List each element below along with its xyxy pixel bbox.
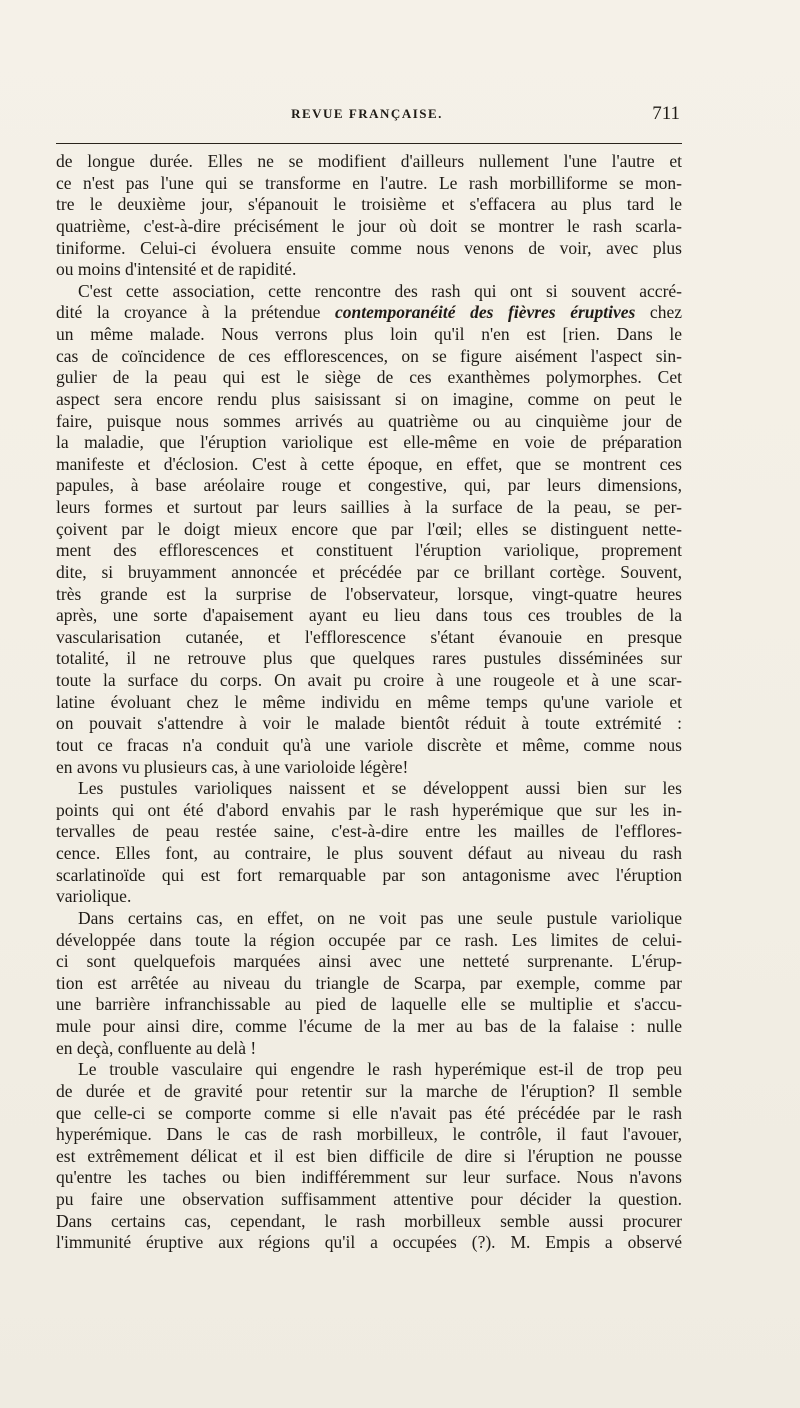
text-line: quatrième, c'est-à-dire précisément le jour où doit se montrer le rash scarla- xyxy=(56,215,682,236)
text-line: on pouvait s'attendre à voir le malade bientôt réduit à toute extrémité : xyxy=(56,713,682,734)
text-line: Dans certains cas, cependant, le rash morbilleux semble aussi procurer xyxy=(56,1210,682,1231)
text-line: la maladie, que l'éruption variolique est elle-même en voie de préparation xyxy=(56,432,682,453)
text-line: leurs formes et surtout par leurs saillies à la surface de la peau, se per- xyxy=(56,497,682,517)
text-line: une barrière infranchissable au pied de laquelle elle se multiplie et s'accu- xyxy=(56,994,682,1015)
text-line: tion est arrêtée au niveau du triangle de Scarpa, par exemple, comme par xyxy=(56,972,682,993)
text-line: faire, puisque nous sommes arrivés au quatrième ou au cinquième jour de xyxy=(56,410,682,431)
text-line: de durée et de gravité pour retentir sur la marche de l'éruption? Il semble xyxy=(56,1080,682,1101)
text-line: Les pustules varioliques naissent et se développent aussi bien sur les xyxy=(78,778,682,799)
running-head xyxy=(54,103,680,130)
text-line: toute la surface du corps. On avait pu croire à une rougeole et à une scar- xyxy=(56,670,682,690)
paragraph xyxy=(56,778,682,908)
text-line: scarlatinoïde qui est fort remarquable par son antagonisme avec l'éruption xyxy=(56,864,682,885)
paragraph xyxy=(56,1059,682,1254)
text-line: tiniforme. Celui-ci évoluera ensuite comme nous venons de voir, avec plus xyxy=(56,237,682,258)
text-line: manifeste et d'éclosion. C'est à cette époque, en effet, que se montrent ces xyxy=(56,453,682,474)
text-line: ou moins d'intensité et de rapidité. xyxy=(56,259,297,280)
text-line: en avons vu plusieurs cas, à une varioloide légère! xyxy=(56,756,409,777)
page-number: 711 xyxy=(652,103,680,124)
text-line: vascularisation cutanée, et l'efflorescence s'étant évanouie en presque xyxy=(56,626,682,647)
text-line: cence. Elles font, au contraire, le plus souvent défaut au niveau du rash xyxy=(56,843,682,863)
text-line: gulier de la peau qui est le siège de ces exanthèmes polymorphes. Cet xyxy=(56,367,682,388)
paragraph xyxy=(56,281,682,778)
text-segment: chez xyxy=(635,302,682,323)
text-line: variolique. xyxy=(56,886,132,907)
text-segment: dité la croyance à la prétendue xyxy=(56,302,335,323)
text-line: développée dans toute la région occupée par ce rash. Les limites de celui- xyxy=(56,929,682,950)
text-line: points qui ont été d'abord envahis par le rash hyperémique que sur les in- xyxy=(56,799,682,820)
text-line-with-italic xyxy=(56,302,682,324)
text-line: çoivent par le doigt mieux encore que par l'œil; elles se distinguent nette- xyxy=(56,518,682,539)
text-line: tout ce fracas n'a conduit qu'à une variole discrète et même, comme nous xyxy=(56,734,682,755)
text-line: l'immunité éruptive aux régions qu'il a occupées (?). M. Empis a observé xyxy=(56,1232,682,1253)
text-line: hyperémique. Dans le cas de rash morbilleux, le contrôle, il faut l'avouer, xyxy=(56,1124,682,1145)
italic-phrase: contemporanéité des fièvres éruptives xyxy=(334,302,636,323)
text-line: très grande est la surprise de l'observateur, lorsque, vingt-quatre heures xyxy=(56,583,682,604)
text-line: tervalles de peau restée saine, c'est-à-dire entre les mailles de l'efflores- xyxy=(56,821,682,842)
paragraph xyxy=(56,151,682,281)
text-line: que celle-ci se comporte comme si elle n'avait pas été précédée par le rash xyxy=(56,1102,682,1123)
body-text xyxy=(56,151,682,1254)
text-line: ment des efflorescences et constituent l'éruption variolique, proprement xyxy=(56,540,682,561)
text-line: mule pour ainsi dire, comme l'écume de la mer au bas de la falaise : nulle xyxy=(56,1016,682,1036)
text-line: après, une sorte d'apaisement ayant eu lieu dans tous ces troubles de la xyxy=(56,605,682,626)
text-line: C'est cette association, cette rencontre des rash qui ont si souvent accré- xyxy=(78,280,682,301)
text-line: est extrêmement délicat et il est bien difficile de dire si l'éruption ne pousse xyxy=(56,1145,682,1166)
text-line: qu'entre les taches ou bien indifféremment sur leur surface. Nous n'avons xyxy=(56,1167,682,1188)
text-line: aspect sera encore rendu plus saisissant si on imagine, comme on peut le xyxy=(56,388,682,409)
text-line: de longue durée. Elles ne se modifient d'ailleurs nullement l'une l'autre et xyxy=(56,151,682,171)
text-line: cas de coïncidence de ces efflorescences, on se figure aisément l'aspect sin- xyxy=(56,345,682,366)
text-line: pu faire une observation suffisamment attentive pour décider la question. xyxy=(56,1189,682,1209)
header-rule xyxy=(56,143,682,144)
text-line: en deçà, confluente au delà ! xyxy=(56,1037,257,1058)
paragraph xyxy=(56,908,682,1059)
text-line: latine évoluant chez le même individu en même temps qu'une variole et xyxy=(56,691,682,712)
text-line: totalité, il ne retrouve plus que quelques rares pustules disséminées sur xyxy=(56,648,682,669)
text-line: Dans certains cas, en effet, on ne voit pas une seule pustule variolique xyxy=(78,907,682,928)
text-line: un même malade. Nous verrons plus loin qu'il n'en est [rien. Dans le xyxy=(56,324,682,344)
text-line: papules, à base aréolaire rouge et congestive, qui, par leurs dimensions, xyxy=(56,475,682,496)
text-line: Le trouble vasculaire qui engendre le rash hyperémique est-il de trop peu xyxy=(78,1059,682,1080)
text-line: ci sont quelquefois marquées ainsi avec une netteté surprenante. L'érup- xyxy=(56,951,682,972)
text-line: dite, si bruyamment annoncée et précédée par ce brillant cortège. Souvent, xyxy=(56,561,682,582)
text-line: ce n'est pas l'une qui se transforme en l'autre. Le rash morbilliforme se mon- xyxy=(56,172,682,193)
running-title: REVUE FRANÇAISE. xyxy=(291,106,443,121)
text-line: tre le deuxième jour, s'épanouit le troisième et s'effacera au plus tard le xyxy=(56,194,682,215)
